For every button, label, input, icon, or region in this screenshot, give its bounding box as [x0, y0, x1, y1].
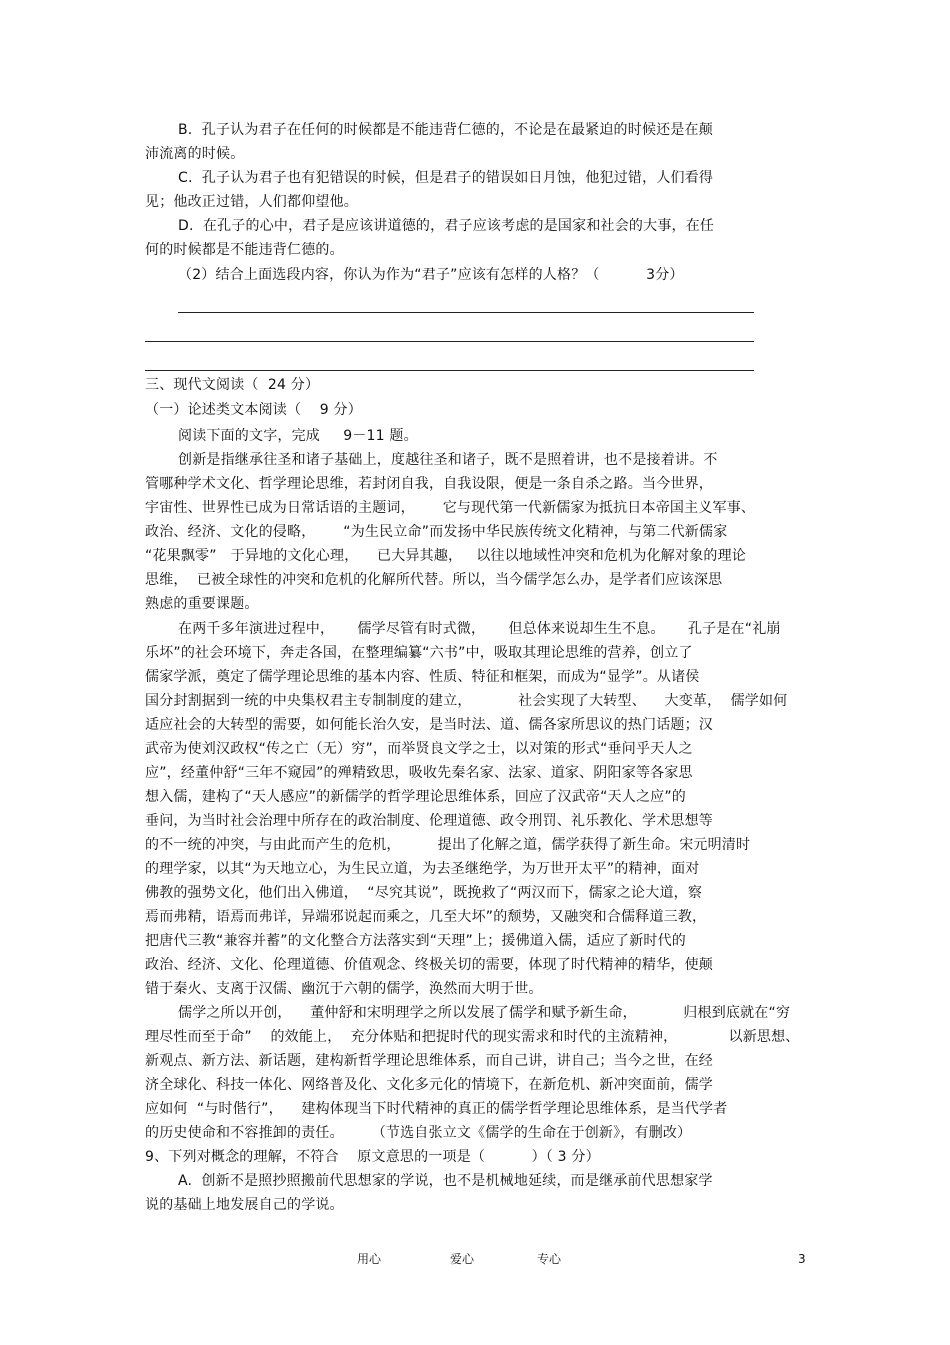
para2-line: 适应社会的大转型的需要，如何能长治久安，是当时法、道、儒各家所思议的热门话题；汉 — [145, 717, 713, 733]
reading-instruction: 阅读下面的文字，完成 9－11 题。 — [178, 428, 418, 444]
para2-line: 武帝为使刘汉政权“传之亡（无）穷”，而举贤良文学之士，以对策的形式“垂问乎天人之 — [145, 741, 693, 757]
question-2: （2）结合上面选段内容，你认为作为“君子”应该有怎样的人格？（ 3分） — [178, 267, 684, 283]
para1-line: 熟虑的重要课题。 — [145, 596, 259, 612]
footer-right: 专心 — [537, 1252, 562, 1266]
para2-line: 垂问，为当时社会治理中所存在的政治制度、伦理道德、政令刑罚、礼乐教化、学术思想等 — [145, 813, 713, 829]
para2-line: 的理学家，以其“为天地立心，为生民立道，为去圣继绝学，为万世开太平”的精神，面对 — [145, 861, 700, 877]
para1-line: 宇宙性、世界性已成为日常话语的主题词， 它与现代第一代新儒家为抵抗日本帝国主义军事、 — [145, 500, 756, 516]
para2-line: 应”，经董仲舒“三年不窥园”的殚精致思，吸收先秦名家、法家、道家、阴阳家等各家思 — [145, 765, 693, 781]
para2-line: 儒家学派，奠定了儒学理论思维的基本内容、性质、特征和框架，而成为“显学”。从诸侯 — [145, 669, 700, 685]
option-a-line2: 说的基础上地发展自己的学说。 — [145, 1197, 344, 1213]
footer-mid: 爱心 — [450, 1252, 475, 1266]
para3-line: 的历史使命和不容推卸的责任。 （节选自张立文《儒学的生命在于创新》，有删改） — [145, 1125, 692, 1141]
footer-left: 用心 — [357, 1252, 382, 1266]
option-a-line1: A. 创新不是照抄照搬前代思想家的学说，也不是机械地延续，而是继承前代思想家学 — [178, 1173, 713, 1189]
para1-line: 创新是指继承往圣和诸子基础上，度越往圣和诸子，既不是照着讲，也不是接着讲。不 — [178, 452, 718, 468]
para2-line: 的不一统的冲突，与由此而产生的危机， 提出了化解之道，儒学获得了新生命。宋元明清时 — [145, 837, 751, 853]
section-3-title: 三、现代文阅读（ 24 分） — [145, 377, 320, 393]
para3-line: 济全球化、科技一体化、网络普及化、文化多元化的情境下，在新危机、新冲突面前，儒学 — [145, 1077, 713, 1093]
answer-line-1[interactable] — [178, 312, 754, 313]
para1-line: 思维， 已被全球性的冲突和危机的化解所代替。所以，当今儒学怎么办，是学者们应该深思 — [145, 572, 723, 588]
question-9: 9、下列对概念的理解，不符合 原文意思的一项是（ ）（ 3 分） — [145, 1149, 600, 1165]
option-b-line2: 沛流离的时候。 — [145, 146, 245, 162]
page-number: 3 — [798, 1252, 806, 1266]
option-b-line1: B. 孔子认为君子在任何的时候都是不能违背仁德的，不论是在最紧迫的时候还是在颠 — [178, 122, 713, 138]
para1-line: 管哪种学术文化、哲学理论思维，若封闭自我，自我设限，便是一条自杀之路。当今世界， — [145, 476, 713, 492]
para2-line: 想入儒，建构了“天人感应”的新儒学的哲学理论思维体系，回应了汉武帝“天人之应”的 — [145, 789, 687, 805]
para2-line: 错于秦火、支离于汉儒、幽沉于六朝的儒学，涣然而大明于世。 — [145, 981, 543, 997]
para2-line: 乐坏”的社会环境下，奔走各国，在整理编纂“六书”中，吸取其理论思维的营养，创立了 — [145, 645, 693, 661]
para3-line: 理尽性而至于命” 的效能上， 充分体贴和把捉时代的现实需求和时代的主流精神， 以新思想、 — [145, 1029, 800, 1045]
para2-line: 在两千多年演进过程中， 儒学尽管有时式微， 但总体来说却生生不息。 孔子是在“礼崩 — [178, 621, 781, 637]
option-d-line2: 何的时候都是不能违背仁德的。 — [145, 242, 344, 258]
option-c-line2: 见；他改正过错，人们都仰望他。 — [145, 194, 358, 210]
para3-line: 新观点、新方法、新话题，建构新哲学理论思维体系，而自己讲，讲自己；当今之世，在经 — [145, 1053, 713, 1069]
para1-line: “花果飘零” 于异地的文化心理， 已大异其趣， 以往以地域性冲突和危机为化解对象的理论 — [145, 548, 747, 564]
answer-line-3[interactable] — [145, 370, 754, 371]
answer-line-2[interactable] — [145, 341, 754, 342]
para2-line: 政治、经济、文化、伦理道德、价值观念、终极关切的需要，体现了时代精神的精华，使颠 — [145, 957, 713, 973]
para2-line: 佛教的强势文化，他们出入佛道， “尽究其说”，既挽救了“两汉而下，儒家之论大道，察 — [145, 885, 703, 901]
para2-line: 焉而弗精，语焉而弗详，异端邪说起而乘之，几至大坏”的颓势，又融突和合儒释道三教， — [145, 909, 707, 925]
para2-line: 国分封割据到一统的中央集权君主专制制度的建立， 社会实现了大转型、 大变革， 儒学如何 — [145, 693, 788, 709]
option-c-line1: C. 孔子认为君子也有犯错误的时候，但是君子的错误如日月蚀，他犯过错，人们看得 — [178, 170, 714, 186]
para3-line: 儒学之所以开创， 董仲舒和宋明理学之所以发展了儒学和赋予新生命， 归根到底就在“穷 — [178, 1005, 791, 1021]
option-d-line1: D. 在孔子的心中，君子是应该讲道德的，君子应该考虑的是国家和社会的大事，在任 — [178, 218, 715, 234]
para2-line: 把唐代三教“兼容并蓄”的文化整合方法落实到“天理”上；援佛道入儒，适应了新时代的 — [145, 933, 687, 949]
para3-line: 应如何 “与时偕行”， 建构体现当下时代精神的真正的儒学哲学理论思维体系，是当代学者 — [145, 1101, 728, 1117]
para1-line: 政治、经济、文化的侵略， “为生民立命”而发扬中华民族传统文化精神，与第二代新儒家 — [145, 524, 728, 540]
subsection-1-title: （一）论述类文本阅读（ 9 分） — [145, 402, 362, 418]
